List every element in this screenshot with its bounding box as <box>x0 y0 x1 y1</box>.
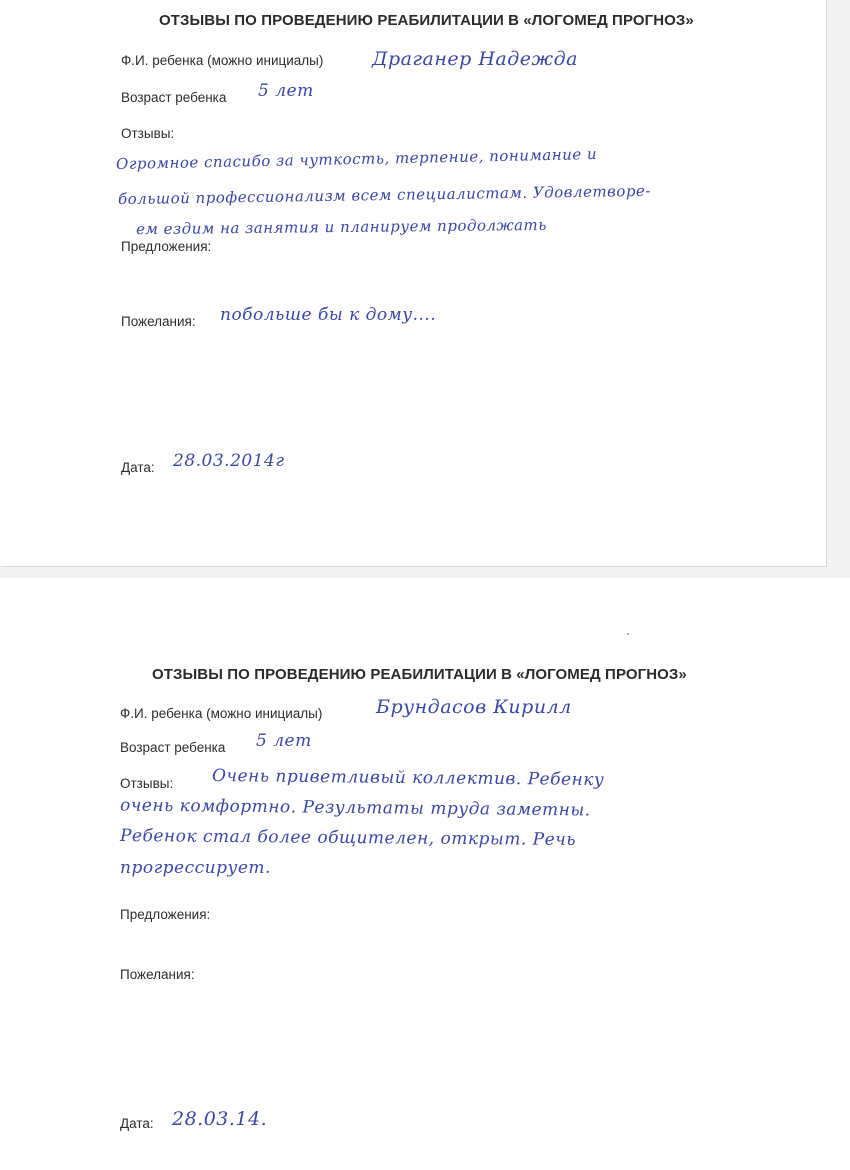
review-line: прогрессирует. <box>120 858 271 878</box>
wishes-label: Пожелания: <box>120 967 195 982</box>
suggestions-label: Предложения: <box>120 907 211 922</box>
name-label: Ф.И. ребенка (можно инициалы) <box>121 53 324 68</box>
scan-speck <box>627 633 629 635</box>
age-label: Возраст ребенка <box>121 90 227 105</box>
name-label: Ф.И. ребенка (можно инициалы) <box>120 706 323 721</box>
form-title: ОТЗЫВЫ ПО ПРОВЕДЕНИЮ РЕАБИЛИТАЦИИ В «ЛОГОМЕД ПРОГНОЗ» <box>159 12 694 29</box>
age-value: 5 лет <box>256 731 312 751</box>
wishes-value: побольше бы к дому.... <box>220 305 437 325</box>
age-value: 5 лет <box>258 81 314 101</box>
review-line: Очень приветливый коллектив. Ребенку <box>211 765 605 791</box>
review-line: Огромное спасибо за чуткость, терпение, понимание и <box>115 144 598 174</box>
wishes-label: Пожелания: <box>121 314 196 329</box>
age-label: Возраст ребенка <box>120 740 226 755</box>
review-line: ем ездим на занятия и планируем продолжать <box>135 215 547 239</box>
reviews-label: Отзывы: <box>121 126 175 141</box>
date-label: Дата: <box>120 1116 154 1131</box>
review-line: Ребенок стал более общителен, открыт. Речь <box>119 826 577 850</box>
feedback-form-1 <box>0 0 826 566</box>
form-title: ОТЗЫВЫ ПО ПРОВЕДЕНИЮ РЕАБИЛИТАЦИИ В «ЛОГОМЕД ПРОГНОЗ» <box>152 666 687 683</box>
date-value: 28.03.14. <box>172 1108 268 1130</box>
date-value: 28.03.2014г <box>173 451 285 471</box>
review-line: очень комфортно. Результаты труда заметны. <box>119 795 591 821</box>
name-value: Драганер Надежда <box>372 48 578 70</box>
suggestions-label: Предложения: <box>121 239 212 254</box>
review-line: большой профессионализм всем специалистам. Удовлетворе- <box>117 181 652 209</box>
feedback-form-2 <box>0 578 850 1170</box>
name-value: Брундасов Кирилл <box>376 696 572 718</box>
reviews-label: Отзывы: <box>120 776 174 791</box>
date-label: Дата: <box>121 460 155 475</box>
